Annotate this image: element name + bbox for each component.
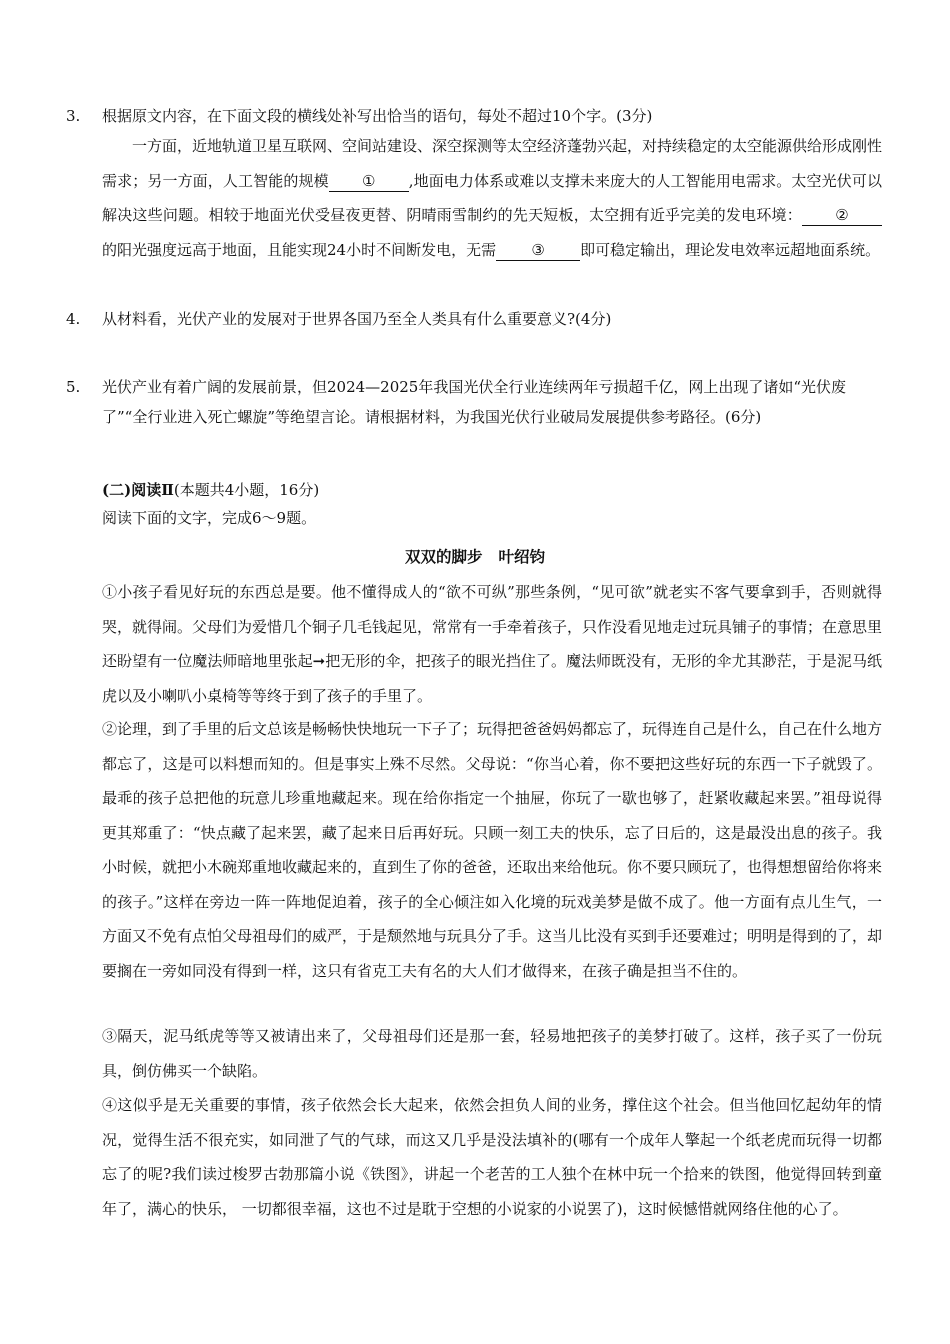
question-5	[66, 372, 886, 432]
passage-text: ,地面电力体系或难以支撑未来庞大的人工智能用电需求。太空光伏可以解决这些问题。相较于地面光伏受昼夜更替、阴晴雨雪制约的先天短板，太空拥有近乎完美的发电环境：	[102, 171, 882, 224]
question-number: 5.	[66, 378, 81, 396]
article-author: 叶绍钧	[498, 547, 546, 566]
article-title-line	[0, 545, 950, 569]
section-heading	[102, 478, 319, 502]
question-3	[66, 101, 886, 131]
question-text: 光伏产业有着广阔的发展前景，但2024—2025年我国光伏全行业连续两年亏损超千亿，网上出现了诸如“光伏废了”“全行业进入死亡螺旋”等绝望言论。请根据材料，为我国光伏行业破局发展提供参考路径。(6分)	[102, 378, 847, 426]
question-4	[66, 304, 886, 334]
section-label: (二)阅读Ⅱ	[102, 481, 174, 499]
question-text: 根据原文内容，在下面文段的横线处补写出恰当的语句，每处不超过10个字。(3分)	[102, 107, 653, 125]
passage-text: 即可稳定输出，理论发电效率远超地面系统。	[580, 240, 881, 259]
article-paragraph-2: ②论理，到了手里的后文总该是畅畅快快地玩一下子了；玩得把爸爸妈妈都忘了，玩得连自己是什么，自己在什么地方都忘了，这是可以料想而知的。但是事实上殊不尽然。父母说：“你当心着，你不要把这些好玩的东西一下子就毁了。最乖的孩子总把他的玩意儿珍重地藏起来。现在给你指定一个抽屉，你玩了一歇也够了，赶紧收藏起来罢。”祖母说得更其郑重了：“快点藏了起来罢，藏了起来日后再好玩。只顾一刻工夫的快乐，忘了日后的，这是最没出息的孩子。我小时候，就把小木碗郑重地收藏起来的，直到生了你的爸爸，还取出来给他玩。你不要只顾玩了，也得想想留给你将来的孩子。”这样在旁边一阵一阵地促迫着，孩子的全心倾注如入化境的玩戏美梦是做不成了。他一方面有点儿生气，一方面又不免有点怕父母祖母们的威严，于是颓然地与玩具分了手。这当儿比没有买到手还要难过；明明是得到的了，却要搁在一旁如同没有得到一样，这只有省克工夫有名的大人们才做得来，在孩子确是担当不住的。	[102, 720, 883, 980]
question-number: 3.	[66, 107, 81, 125]
section-note: (本题共4小题，16分)	[173, 481, 320, 499]
article-paragraph-4: ④这似乎是无关重要的事情，孩子依然会长大起来，依然会担负人间的业务，撑住这个社会。但当他回忆起幼年的情况，觉得生活不很充实，如同泄了气的气球，而这又几乎是没法填补的(哪有一个成年人擎起一个纸老虎而玩得一切都忘了的呢?我们读过梭罗古勃那篇小说《铁图》，讲起一个老苦的工人独个在林中玩一个拾来的铁图，他觉得回转到童年了，满心的快乐， 一切都很幸福，这也不过是耽于空想的小说家的小说罢了)，这时候憾惜就网络住他的心了。	[102, 1096, 882, 1218]
answer-blank-2[interactable]: ②	[802, 205, 882, 226]
passage-text: 的阳光强度远高于地面，且能实现24小时不间断发电，无需	[102, 240, 497, 259]
article-paragraph-1: ①小孩子看见好玩的东西总是要。他不懂得成人的“欲不可纵”那些条例，“见可欲”就老实不客气要拿到手，否则就得哭，就得闹。父母们为爱惜几个铜子几毛钱起见，常常有一手牵着孩子，只作没看见地走过玩具铺子的事情；在意思里还盼望有一位魔法师暗地里张起➞把无形的伞，把孩子的眼光挡住了。魔法师既没有，无形的伞尤其渺茫，于是泥马纸虎以及小喇叭小桌椅等等终于到了孩子的手里了。	[102, 583, 883, 705]
section-instructions: 阅读下面的文字，完成6～9题。	[102, 509, 317, 527]
fill-in-passage	[102, 129, 882, 267]
article-title: 双双的脚步	[404, 547, 483, 566]
answer-blank-1[interactable]: ①	[329, 171, 409, 192]
question-number: 4.	[66, 310, 81, 328]
passage-text: 一方面，近地轨道卫星互联网、空间站建设、深空探测等太空经济蓬勃兴起，对持续稳定的太空能源供给形成刚性需求；另一方面，人工智能的规模	[102, 137, 883, 190]
article-paragraph-3: ③隔天，泥马纸虎等等又被请出来了，父母祖母们还是那一套，轻易地把孩子的美梦打破了。这样，孩子买了一份玩具，倒仿佛买一个缺陷。	[102, 1027, 882, 1080]
question-text: 从材料看，光伏产业的发展对于世界各国乃至全人类具有什么重要意义?(4分)	[102, 310, 612, 328]
answer-blank-3[interactable]: ③	[496, 240, 580, 261]
